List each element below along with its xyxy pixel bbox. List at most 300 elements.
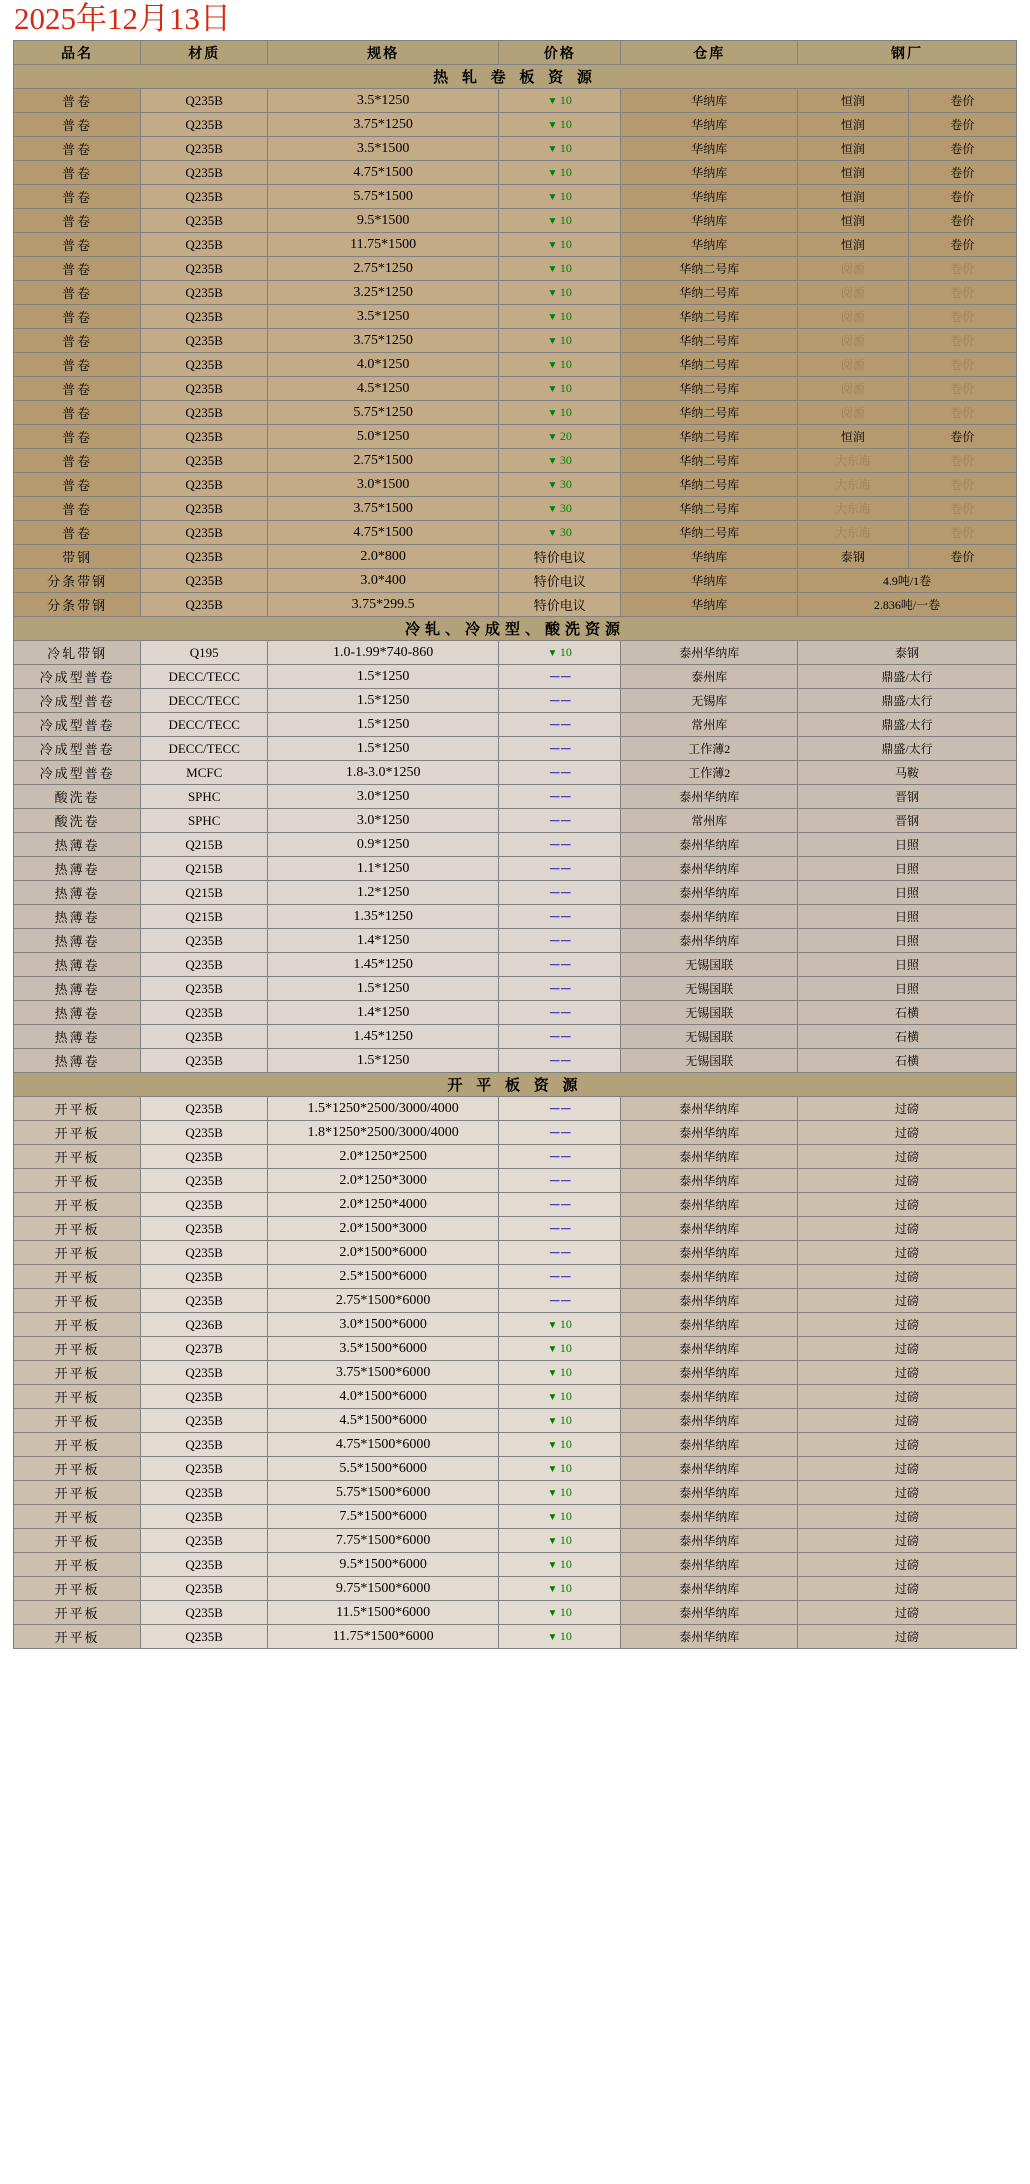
- table-row: [14, 209, 1017, 233]
- cell-mill-note: 卷价: [908, 137, 1016, 161]
- cell-warehouse: 泰州华纳库: [621, 1577, 798, 1601]
- cell-material: Q235B: [141, 89, 268, 113]
- cell-warehouse: 无锡国联: [621, 953, 798, 977]
- table-row: [14, 1241, 1017, 1265]
- cell-mill-note: 卷价: [908, 329, 1016, 353]
- table-row: [14, 305, 1017, 329]
- section-title-row: [14, 65, 1017, 89]
- cell-mill: 阅源: [798, 305, 909, 329]
- cell-material: Q235B: [141, 281, 268, 305]
- cell-price-change: [499, 1529, 621, 1553]
- cell-mill-note: 卷价: [908, 353, 1016, 377]
- cell-specification: 5.0*1250: [268, 425, 499, 449]
- cell-product-name: 分条带钢: [14, 593, 141, 617]
- cell-specification: 1.8-3.0*1250: [268, 761, 499, 785]
- cell-product-name: 普卷: [14, 89, 141, 113]
- cell-warehouse: 泰州华纳库: [621, 1289, 798, 1313]
- cell-specification: 2.5*1500*6000: [268, 1265, 499, 1289]
- page-title: 2025年12月13日: [14, 1, 231, 36]
- cell-mill: 大东海: [798, 521, 909, 545]
- price-down-indicator: ▼ 10: [548, 1437, 572, 1451]
- cell-material: Q235B: [141, 1193, 268, 1217]
- cell-product-name: 普卷: [14, 401, 141, 425]
- cell-mill: 阅源: [798, 377, 909, 401]
- cell-material: SPHC: [141, 785, 268, 809]
- cell-price-change: [499, 449, 621, 473]
- cell-product-name: 开平板: [14, 1241, 141, 1265]
- cell-price-change: [499, 401, 621, 425]
- cell-mill: 恒润: [798, 209, 909, 233]
- cell-product-name: 开平板: [14, 1217, 141, 1241]
- cell-mill: 晋钢: [798, 809, 1017, 833]
- cell-product-name: 开平板: [14, 1481, 141, 1505]
- cell-warehouse: 华纳二号库: [621, 329, 798, 353]
- cell-specification: 1.2*1250: [268, 881, 499, 905]
- cell-specification: 7.5*1500*6000: [268, 1505, 499, 1529]
- cell-warehouse: 泰州华纳库: [621, 785, 798, 809]
- cell-product-name: 开平板: [14, 1145, 141, 1169]
- cell-material: Q215B: [141, 857, 268, 881]
- cell-mill: 恒润: [798, 137, 909, 161]
- table-header-row: [14, 41, 1017, 65]
- table-row: [14, 113, 1017, 137]
- cell-price-change: [499, 1097, 621, 1121]
- cell-product-name: 酸洗卷: [14, 809, 141, 833]
- cell-specification: 2.0*1500*6000: [268, 1241, 499, 1265]
- table-row: [14, 857, 1017, 881]
- cell-material: Q235B: [141, 497, 268, 521]
- cell-product-name: 冷成型普卷: [14, 737, 141, 761]
- table-row: [14, 593, 1017, 617]
- price-flat-indicator: －－: [548, 958, 571, 973]
- cell-specification: 11.75*1500: [268, 233, 499, 257]
- cell-material: Q235B: [141, 1049, 268, 1073]
- table-row: [14, 185, 1017, 209]
- cell-material: Q235B: [141, 1505, 268, 1529]
- table-row: [14, 713, 1017, 737]
- table-row: [14, 1337, 1017, 1361]
- price-down-indicator: ▼ 10: [548, 1557, 572, 1571]
- cell-specification: 4.75*1500: [268, 161, 499, 185]
- cell-product-name: 普卷: [14, 377, 141, 401]
- cell-mill: 阅源: [798, 401, 909, 425]
- cell-price-change: [499, 569, 621, 593]
- cell-warehouse: 华纳库: [621, 137, 798, 161]
- table-row: [14, 569, 1017, 593]
- cell-product-name: 冷轧带钢: [14, 641, 141, 665]
- cell-mill-note: 卷价: [908, 161, 1016, 185]
- cell-product-name: 普卷: [14, 353, 141, 377]
- cell-price-change: [499, 1193, 621, 1217]
- section-title: 开 平 板 资 源: [14, 1073, 1017, 1097]
- cell-material: MCFC: [141, 761, 268, 785]
- cell-mill: 恒润: [798, 89, 909, 113]
- cell-mill: 恒润: [798, 233, 909, 257]
- cell-specification: 3.0*1250: [268, 809, 499, 833]
- cell-price-change: [499, 281, 621, 305]
- price-down-indicator: ▼ 10: [548, 309, 572, 323]
- cell-product-name: 热薄卷: [14, 953, 141, 977]
- cell-warehouse: 华纳二号库: [621, 473, 798, 497]
- cell-material: Q215B: [141, 881, 268, 905]
- table-row: [14, 521, 1017, 545]
- price-down-indicator: ▼ 10: [548, 1485, 572, 1499]
- price-down-indicator: ▼ 10: [548, 1389, 572, 1403]
- cell-mill-note: 卷价: [908, 185, 1016, 209]
- cell-specification: 4.75*1500: [268, 521, 499, 545]
- col-header-spec: 规格: [268, 41, 499, 65]
- cell-mill: 过磅: [798, 1553, 1017, 1577]
- cell-price-change: [499, 1481, 621, 1505]
- cell-price-change: [499, 905, 621, 929]
- cell-price-change: [499, 113, 621, 137]
- cell-product-name: 普卷: [14, 257, 141, 281]
- table-row: [14, 1409, 1017, 1433]
- cell-warehouse: 华纳二号库: [621, 377, 798, 401]
- cell-mill-note: 卷价: [908, 377, 1016, 401]
- cell-product-name: 普卷: [14, 449, 141, 473]
- table-row: [14, 881, 1017, 905]
- cell-price-change: [499, 761, 621, 785]
- cell-price-change: [499, 857, 621, 881]
- cell-price-change: [499, 1361, 621, 1385]
- cell-warehouse: 泰州华纳库: [621, 1265, 798, 1289]
- cell-material: Q235B: [141, 1241, 268, 1265]
- cell-material: DECC/TECC: [141, 713, 268, 737]
- cell-specification: 1.5*1250: [268, 977, 499, 1001]
- price-flat-indicator: －－: [548, 1198, 571, 1213]
- price-down-indicator: ▼ 10: [548, 93, 572, 107]
- cell-specification: 9.75*1500*6000: [268, 1577, 499, 1601]
- cell-specification: 1.0-1.99*740-860: [268, 641, 499, 665]
- cell-price-change: [499, 353, 621, 377]
- cell-warehouse: 泰州华纳库: [621, 1361, 798, 1385]
- price-flat-indicator: －－: [548, 838, 571, 853]
- cell-mill: 恒润: [798, 185, 909, 209]
- cell-product-name: 热薄卷: [14, 833, 141, 857]
- cell-product-name: 热薄卷: [14, 1025, 141, 1049]
- cell-specification: 2.75*1500*6000: [268, 1289, 499, 1313]
- cell-product-name: 酸洗卷: [14, 785, 141, 809]
- cell-mill: 过磅: [798, 1241, 1017, 1265]
- price-down-indicator: ▼ 10: [548, 165, 572, 179]
- cell-specification: 1.5*1250: [268, 1049, 499, 1073]
- cell-warehouse: 泰州华纳库: [621, 857, 798, 881]
- cell-specification: 1.45*1250: [268, 953, 499, 977]
- cell-mill-note: 卷价: [908, 233, 1016, 257]
- cell-mill: 恒润: [798, 425, 909, 449]
- cell-specification: 3.5*1250: [268, 89, 499, 113]
- cell-material: Q235B: [141, 1433, 268, 1457]
- price-down-indicator: ▼ 10: [548, 189, 572, 203]
- cell-price-change: [499, 1289, 621, 1313]
- cell-warehouse: 泰州华纳库: [621, 1409, 798, 1433]
- cell-specification: 5.75*1500*6000: [268, 1481, 499, 1505]
- price-flat-indicator: －－: [548, 742, 571, 757]
- cell-warehouse: 华纳二号库: [621, 425, 798, 449]
- price-down-indicator: ▼ 10: [548, 381, 572, 395]
- cell-product-name: 普卷: [14, 329, 141, 353]
- table-row: [14, 1193, 1017, 1217]
- table-row: [14, 1361, 1017, 1385]
- cell-product-name: 冷成型普卷: [14, 761, 141, 785]
- table-row: [14, 833, 1017, 857]
- cell-mill: 日照: [798, 929, 1017, 953]
- cell-warehouse: 工作薄2: [621, 761, 798, 785]
- cell-warehouse: 华纳二号库: [621, 281, 798, 305]
- section-title: 冷轧、冷成型、酸洗资源: [14, 617, 1017, 641]
- price-flat-indicator: －－: [548, 1294, 571, 1309]
- table-row: [14, 1433, 1017, 1457]
- cell-product-name: 热薄卷: [14, 857, 141, 881]
- col-header-name: 品名: [14, 41, 141, 65]
- cell-price-change: [499, 641, 621, 665]
- cell-mill: 过磅: [798, 1433, 1017, 1457]
- cell-price-change: [499, 1241, 621, 1265]
- cell-warehouse: 泰州华纳库: [621, 929, 798, 953]
- table-row: [14, 329, 1017, 353]
- table-row: [14, 1217, 1017, 1241]
- cell-material: Q235B: [141, 1169, 268, 1193]
- price-table: [13, 40, 1017, 1649]
- cell-specification: 11.5*1500*6000: [268, 1601, 499, 1625]
- cell-product-name: 冷成型普卷: [14, 689, 141, 713]
- section-title-row: [14, 617, 1017, 641]
- cell-price-change: [499, 737, 621, 761]
- cell-warehouse: 华纳二号库: [621, 257, 798, 281]
- table-row: [14, 737, 1017, 761]
- cell-product-name: 开平板: [14, 1313, 141, 1337]
- table-row: [14, 353, 1017, 377]
- cell-price-change: [499, 1553, 621, 1577]
- cell-warehouse: 常州库: [621, 809, 798, 833]
- cell-specification: 1.5*1250: [268, 665, 499, 689]
- cell-mill-note: 卷价: [908, 281, 1016, 305]
- cell-warehouse: 泰州华纳库: [621, 833, 798, 857]
- cell-material: Q236B: [141, 1313, 268, 1337]
- cell-product-name: 热薄卷: [14, 905, 141, 929]
- cell-mill: 过磅: [798, 1121, 1017, 1145]
- cell-warehouse: 华纳库: [621, 569, 798, 593]
- cell-specification: 2.0*1250*3000: [268, 1169, 499, 1193]
- cell-price-change: [499, 521, 621, 545]
- cell-product-name: 开平板: [14, 1097, 141, 1121]
- table-row: [14, 953, 1017, 977]
- price-flat-indicator: －－: [548, 814, 571, 829]
- cell-material: Q235B: [141, 1025, 268, 1049]
- col-header-price: 价格: [499, 41, 621, 65]
- cell-mill-note: 卷价: [908, 401, 1016, 425]
- section-title: 热 轧 卷 板 资 源: [14, 65, 1017, 89]
- cell-mill-note: 卷价: [908, 113, 1016, 137]
- cell-warehouse: 华纳库: [621, 185, 798, 209]
- cell-material: Q235B: [141, 209, 268, 233]
- cell-warehouse: 华纳二号库: [621, 497, 798, 521]
- cell-warehouse: 泰州华纳库: [621, 1481, 798, 1505]
- price-negotiable-label: 特价电议: [533, 574, 586, 590]
- cell-specification: 4.5*1500*6000: [268, 1409, 499, 1433]
- table-row: [14, 809, 1017, 833]
- cell-mill: 过磅: [798, 1217, 1017, 1241]
- cell-material: Q195: [141, 641, 268, 665]
- cell-mill-note: 卷价: [908, 545, 1016, 569]
- price-down-indicator: ▼ 10: [548, 1509, 572, 1523]
- table-row: [14, 929, 1017, 953]
- cell-mill: 鼎盛/太行: [798, 689, 1017, 713]
- cell-mill: 石横: [798, 1025, 1017, 1049]
- table-row: [14, 1025, 1017, 1049]
- cell-specification: 3.75*1500*6000: [268, 1361, 499, 1385]
- cell-specification: 1.1*1250: [268, 857, 499, 881]
- cell-price-change: [499, 1385, 621, 1409]
- cell-mill: 大东海: [798, 473, 909, 497]
- price-down-indicator: ▼ 10: [548, 1629, 572, 1643]
- cell-material: Q235B: [141, 521, 268, 545]
- table-row: [14, 1625, 1017, 1649]
- cell-price-change: [499, 1409, 621, 1433]
- cell-product-name: 普卷: [14, 113, 141, 137]
- table-row: [14, 785, 1017, 809]
- cell-mill: 过磅: [798, 1313, 1017, 1337]
- cell-specification: 2.75*1250: [268, 257, 499, 281]
- cell-specification: 2.0*1500*3000: [268, 1217, 499, 1241]
- cell-specification: 4.75*1500*6000: [268, 1433, 499, 1457]
- cell-material: Q235B: [141, 545, 268, 569]
- cell-price-change: [499, 593, 621, 617]
- cell-price-change: [499, 305, 621, 329]
- cell-product-name: 开平板: [14, 1625, 141, 1649]
- cell-warehouse: 泰州华纳库: [621, 1169, 798, 1193]
- cell-material: Q235B: [141, 473, 268, 497]
- cell-mill: 过磅: [798, 1601, 1017, 1625]
- table-row: [14, 1145, 1017, 1169]
- price-down-indicator: ▼ 10: [548, 213, 572, 227]
- cell-material: Q235B: [141, 1409, 268, 1433]
- cell-mill: 阅源: [798, 353, 909, 377]
- price-down-indicator: ▼ 10: [548, 645, 572, 659]
- cell-material: Q235B: [141, 161, 268, 185]
- cell-mill: 石横: [798, 1049, 1017, 1073]
- cell-material: Q235B: [141, 377, 268, 401]
- cell-price-change: [499, 1457, 621, 1481]
- cell-price-change: [499, 977, 621, 1001]
- cell-material: Q235B: [141, 1553, 268, 1577]
- table-row: [14, 665, 1017, 689]
- table-row: [14, 641, 1017, 665]
- cell-mill: 泰钢: [798, 545, 909, 569]
- cell-material: Q235B: [141, 1145, 268, 1169]
- cell-price-change: [499, 689, 621, 713]
- cell-specification: 3.0*400: [268, 569, 499, 593]
- price-down-indicator: ▼ 10: [548, 117, 572, 131]
- cell-specification: 3.0*1500: [268, 473, 499, 497]
- price-down-indicator: ▼ 10: [548, 261, 572, 275]
- cell-product-name: 开平板: [14, 1385, 141, 1409]
- cell-price-change: [499, 137, 621, 161]
- table-row: [14, 161, 1017, 185]
- cell-price-change: [499, 1505, 621, 1529]
- cell-mill: 阅源: [798, 281, 909, 305]
- cell-specification: 0.9*1250: [268, 833, 499, 857]
- cell-material: Q235B: [141, 1265, 268, 1289]
- cell-product-name: 热薄卷: [14, 1049, 141, 1073]
- cell-mill: 大东海: [798, 449, 909, 473]
- cell-warehouse: 泰州华纳库: [621, 1385, 798, 1409]
- cell-product-name: 开平板: [14, 1289, 141, 1313]
- table-row: [14, 545, 1017, 569]
- cell-product-name: 开平板: [14, 1361, 141, 1385]
- cell-price-change: [499, 665, 621, 689]
- cell-price-change: [499, 1025, 621, 1049]
- cell-warehouse: 泰州华纳库: [621, 1097, 798, 1121]
- cell-specification: 1.4*1250: [268, 929, 499, 953]
- cell-specification: 3.0*1500*6000: [268, 1313, 499, 1337]
- cell-mill-note: 卷价: [908, 257, 1016, 281]
- cell-mill: 日照: [798, 857, 1017, 881]
- cell-product-name: 开平板: [14, 1169, 141, 1193]
- cell-mill: 过磅: [798, 1169, 1017, 1193]
- cell-mill: 恒润: [798, 161, 909, 185]
- cell-mill: 过磅: [798, 1193, 1017, 1217]
- table-row: [14, 377, 1017, 401]
- cell-price-change: [499, 1145, 621, 1169]
- cell-material: Q215B: [141, 905, 268, 929]
- cell-warehouse: 华纳库: [621, 113, 798, 137]
- table-row: [14, 1001, 1017, 1025]
- cell-price-change: [499, 1121, 621, 1145]
- price-flat-indicator: －－: [548, 670, 571, 685]
- cell-price-change: [499, 713, 621, 737]
- cell-product-name: 冷成型普卷: [14, 713, 141, 737]
- price-down-indicator: ▼ 10: [548, 1581, 572, 1595]
- price-flat-indicator: －－: [548, 1006, 571, 1021]
- cell-warehouse: 无锡国联: [621, 1049, 798, 1073]
- cell-material: Q235B: [141, 569, 268, 593]
- table-row: [14, 1457, 1017, 1481]
- cell-specification: 3.5*1500*6000: [268, 1337, 499, 1361]
- cell-warehouse: 华纳二号库: [621, 449, 798, 473]
- cell-warehouse: 泰州华纳库: [621, 1601, 798, 1625]
- table-row: [14, 1289, 1017, 1313]
- cell-warehouse: 无锡国联: [621, 977, 798, 1001]
- cell-material: Q235B: [141, 425, 268, 449]
- cell-warehouse: 泰州华纳库: [621, 1217, 798, 1241]
- cell-specification: 5.75*1250: [268, 401, 499, 425]
- cell-material: Q235B: [141, 1361, 268, 1385]
- table-row: [14, 89, 1017, 113]
- price-negotiable-label: 特价电议: [533, 598, 586, 614]
- cell-product-name: 普卷: [14, 305, 141, 329]
- cell-material: Q235B: [141, 929, 268, 953]
- table-row: [14, 1097, 1017, 1121]
- table-row: [14, 281, 1017, 305]
- cell-product-name: 普卷: [14, 281, 141, 305]
- table-row: [14, 137, 1017, 161]
- price-flat-indicator: －－: [548, 982, 571, 997]
- cell-price-change: [499, 161, 621, 185]
- cell-material: Q235B: [141, 449, 268, 473]
- cell-material: DECC/TECC: [141, 665, 268, 689]
- cell-material: Q235B: [141, 305, 268, 329]
- cell-warehouse: 泰州华纳库: [621, 1193, 798, 1217]
- cell-warehouse: 华纳库: [621, 545, 798, 569]
- cell-warehouse: 泰州华纳库: [621, 1457, 798, 1481]
- price-down-indicator: ▼ 10: [548, 1341, 572, 1355]
- cell-price-change: [499, 497, 621, 521]
- cell-specification: 7.75*1500*6000: [268, 1529, 499, 1553]
- cell-mill: 日照: [798, 905, 1017, 929]
- cell-material: Q235B: [141, 1385, 268, 1409]
